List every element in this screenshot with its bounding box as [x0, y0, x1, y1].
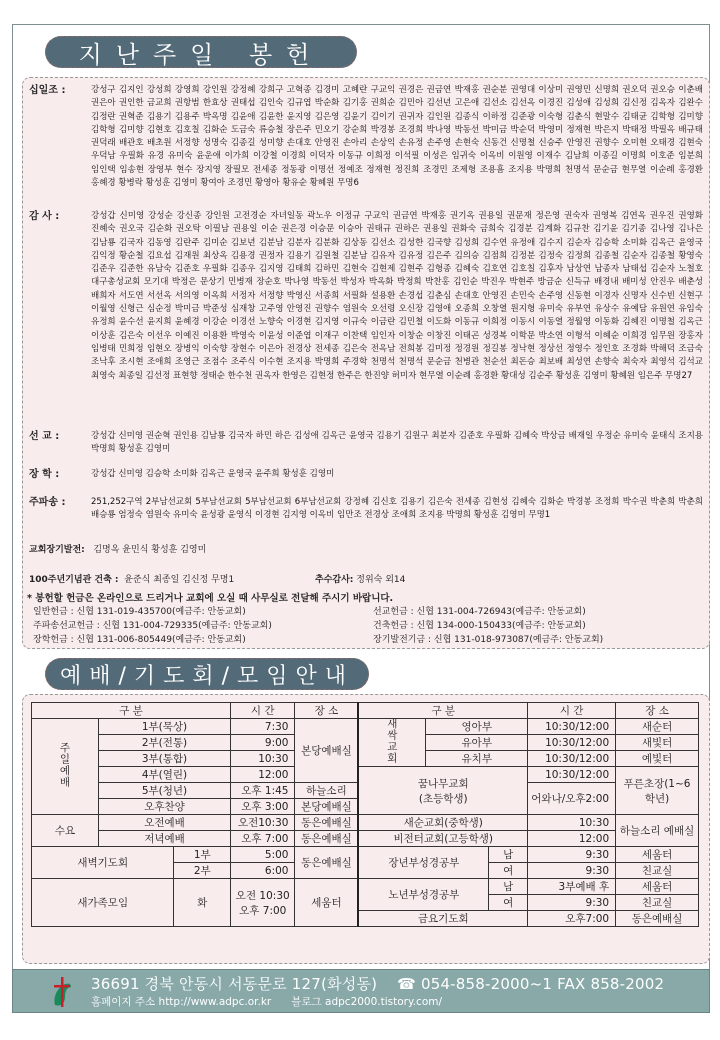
- offering-notice: * 봉헌할 헌금은 온라인으로 드리거나 교회에 오실 때 사무실로 전달해 주시기 바랍니다.: [27, 593, 394, 604]
- homepage-link[interactable]: 홈페이지 주소 http://www.adpc.or.kr: [91, 996, 272, 1008]
- header-time: 시 간: [231, 703, 295, 719]
- sunday-group-label: 주일예배: [58, 742, 71, 788]
- dept-place: 예빛터: [616, 751, 699, 767]
- schedule-table: [31, 702, 699, 927]
- service-time: 오후 3:00: [231, 799, 295, 815]
- service-name: 오전예배: [99, 815, 231, 831]
- senior-study-name: 노년부성경공부: [358, 879, 488, 911]
- dawn-prayer-name: 새벽기도회: [32, 847, 174, 879]
- table-header-row: [32, 703, 699, 719]
- service-time: 오후 7:00: [231, 831, 295, 847]
- newfamily-time2: 오후 7:00: [239, 904, 287, 917]
- service-name: 5부(청년): [99, 783, 231, 799]
- dept-place: 새빛터: [616, 735, 699, 751]
- entry-label: 주파송 :: [29, 497, 66, 508]
- service-name: 저녁예배: [99, 831, 231, 847]
- study-place: 친교실: [616, 895, 699, 911]
- service-name: 1부(묵상): [99, 719, 231, 735]
- dawn-part: 2부: [174, 863, 231, 879]
- service-name: 3부(통합): [99, 751, 231, 767]
- dept-time: 10:30/12:00: [528, 735, 616, 751]
- study-time: 9:30: [528, 895, 616, 911]
- high-school-name: 비전터교회(고등학생): [358, 831, 527, 847]
- high-school-time: 12:00: [528, 831, 616, 847]
- offering-panel: [22, 77, 710, 649]
- footer: [12, 969, 710, 1013]
- account-dispatch: 주파송선교헌금 : 신협 131-004-729335(예금주: 안동교회): [33, 621, 272, 631]
- service-time: 오전10:30: [231, 815, 295, 831]
- building-row: [29, 572, 234, 585]
- building-names: 윤준식 최종일 김신정 무명1: [124, 575, 235, 585]
- service-time: 9:00: [231, 735, 295, 751]
- schedule-panel: [22, 694, 710, 964]
- phone-icon: ☎: [397, 975, 416, 993]
- dawn-time: 6:00: [231, 863, 295, 879]
- newfamily-place: 세움터: [295, 879, 358, 927]
- phone: 054-858-2000~1 FAX 858-2002: [420, 975, 665, 993]
- entry-names: 강성갑 신미영 강성순 강신종 강인원 고전경순 자녀일동 곽노우 이정규 구교익 권금연 박재홍 권기옥 권용일 권문재 정은영 권숙자 권영복 김연옥 권우진 권영화 진혜숙 권오국 김순화 권오탁 이필남 권용일 이순 권은경 이승문 이승아 권태규 권하은 권용일 권화숙 금희숙 김경분 김계화 김규찬 김기윤 김기종 김나영 김나은 김남룡 김국자 김동영 김란주 김미순 김보년 김분남 김분자 김분화 김상동 김선소 김성한 김국향 김성희 김수연 유정애 김수지 김순자 김승학 소미화 김옥근 윤영국 김익정 황순철 김요섭 김재원 최상옥 김용경 권정자 김용기 김원철 김분남 김유자 김유정 김은주 김의승 김점희 김정분 김정숙 김정희 김종철 김순자 김종철 황영숙 김준우 김준한 유남숙 김준호 우필화 김종우 김지영 김태희 김하민 김현숙 김현제 김현주 김형종 김혜숙 김호연 김호칠 김후자 남상연 남종자 남태섭 김순자 노철호 대구총성교회 모기대 박정은 문상기 민병재 장순호 박나영 박동선 박성자 박옥화 박정희 박찬홍 김인순 박진우 박현주 방금순 신득규 배경내 배미성 안진우 배춘성 배희자 서도연 서선옥 서의영 이옥희 서정자 서정향 박영신 서종희 서필화 설용환 손경섭 김춘심 손대호 안영진 손민숙 손주영 신동현 이경자 신명자 신수빈 신현구 이월영 신형근 심순정 박미금 박준성 심재창 고주영 안영진 권향수 염원숙 오선령 오신장 김영애 오종희 오창열 원지형 유미숙 유부연 유상수 유예담 유원연 유임숙 유정희 윤수선 윤지희 윤혜경 이강순 이경선 노향숙 이경현 김지영 이규숙 이금란 김민철 이도화 이동규 이희정 이동시 이동열 정월영 이동화 김혜진 이명철 김옥근 이상훈 김은숙 이선우 이예진 이용환 박영숙 이윤성 이준엽 이재구 이찬택 임인자 이창순 이창진 이태곤 성경복 이학문 박소연 이형석 이혜순 이희경 임무원 장홍자 임병태 민희정 임현오 장병익 이숙향 장현수 이은아 전경상 전세종 김은숙 전옥남 전희봉 김미정 정경원 정길봉 정낙현 정상선 정영수 정인호 조경화 박해덕 조금숙 조낙후 조시현 조애희 조영근 조점수 조주식 이수현 조지용 박명희 주경학 천명석 천명석 문순금 천병관 천순선 최돈승 최보배 최성연 손향숙 최숙자 최영석 김석교 최영숙 최종일 김선정 표현향 정태순 한수천 권옥자 한영은 김현정 한주은 한진양 허미자 현무열 이순례 홍경환 황대성 김순주 황성훈 김영미 황혜원 임은주 무명27: [91, 211, 703, 381]
- service-place: 본당예배실: [295, 719, 358, 783]
- entry-names: 강성갑 신미영 권순혁 권인용 김남룡 김국자 하민 하은 김성애 김옥근 윤영국 김용기 김원구 최분자 김준호 우필화 김혜숙 박상금 배재일 우정순 유미숙 윤태식 조지용 박명희 황성훈 김영미: [91, 431, 703, 455]
- newfamily-time: [231, 879, 295, 927]
- table-row: [32, 847, 699, 863]
- service-name: 오후찬양: [99, 799, 231, 815]
- harvest-row: [315, 572, 405, 585]
- service-name: 4부(열린): [99, 767, 231, 783]
- study-place: 친교실: [616, 863, 699, 879]
- dreamtree-name: [358, 767, 527, 815]
- study-place: 세움터: [616, 847, 699, 863]
- friday-prayer-place: 동은예배실: [616, 911, 699, 927]
- service-time: 오후 1:45: [231, 783, 295, 799]
- long-term-row: [29, 542, 206, 555]
- dreamtree-place: 푸른초장(1~6학년): [616, 767, 699, 815]
- entry-label: 십일조 :: [29, 85, 66, 96]
- dept-time: 10:30/12:00: [528, 751, 616, 767]
- footer-line-2: [91, 994, 442, 1009]
- entry-names: 강성구 김지인 강성희 강영희 강인원 강정혜 강희구 고혁종 김경미 고혜란 구교익 권경은 권금연 박재홍 권순분 권영대 이상미 권영민 신명희 권오덕 권오승 이춘배 권은아 권인한 금교희 권항범 한효상 권태섭 김인숙 김규엽 박순화 김기홍 권희순 김민아 김선년 고은애 김선소 김선옥 이경진 김성애 김성희 김신정 김옥자 김완수 김정란 권혁준 김용기 김용주 박옥명 김윤애 김윤한 윤지영 김은영 김윤기 김이기 권귀자 김인원 김종식 이하정 김준광 이숙형 김춘식 현말수 김태균 김학형 김미향 김학형 김미향 김현호 김호칠 김화순 도금숙 류승철 장은주 민오기 강순희 박경봉 조경희 박나영 박동선 박미금 박순덕 박영미 정재현 박은지 박태정 박필옥 배규태 권덕래 배관호 배초원 서정향 성명숙 김종길 성미향 손대호 안영진 손아리 손상익 손유정 손주영 손현숙 신동건 신명철 신승주 안영진 권향수 오미현 오태경 김현숙 우덕남 우필화 유경 유미숙 윤운애 이가희 이강철 이경희 이덕자 이동규 이희정 이석필 이성은 임귀숙 이옥비 이원영 이재수 김남희 이종길 이명희 이호준 임분희 임인택 임송현 장영부 현수 장지영 장필모 전세종 정동광 이명선 정예조 정재현 정진희 조경민 조제형 조용흠 조지용 박명희 천명석 문순금 현무열 이순례 홍경환 홍혜경 황병락 황성훈 김영미 황여아 조경민 황영아 황유순 황혜원 무명6: [91, 85, 703, 189]
- harvest-names: 정위숙 외14: [356, 575, 406, 585]
- table-row: [32, 879, 699, 895]
- study-gender: 여: [489, 895, 528, 911]
- youth-place: 하늘소리 예배실: [616, 815, 699, 847]
- offering-entry-thanks: [29, 210, 703, 410]
- adult-study-name: 장년부성경공부: [358, 847, 488, 879]
- account-building: 건축헌금 : 신협 134-000-150433(예금주: 안동교회): [373, 621, 586, 631]
- service-place: 본당예배실: [295, 799, 358, 815]
- entry-names: 251,252구역 2부남선교회 5부남선교회 5부남선교회 6부남선교회 강정혜 김신호 김용기 김은숙 전세종 김현성 김혜숙 김화순 박경봉 조정희 박수권 박춘희 박춘희 배승룡 엄정숙 염원숙 유미숙 윤성광 윤영식 이경현 김지영 이옥비 임만조 전경상 조애희 조지용 박명희 황성훈 김영미 무명1: [91, 497, 703, 521]
- service-place: 하늘소리: [295, 783, 358, 799]
- middle-school-time: 10:30: [528, 815, 616, 831]
- study-gender: 여: [489, 863, 528, 879]
- account-scholarship: 장학헌금 : 신협 131-006-805449(예금주: 안동교회): [33, 635, 246, 645]
- service-name: 2부(전통): [99, 735, 231, 751]
- dawn-time: 5:00: [231, 847, 295, 863]
- dept-name: 유아부: [426, 735, 528, 751]
- study-time: 9:30: [528, 847, 616, 863]
- study-place: 세움터: [616, 879, 699, 895]
- service-time: 12:00: [231, 767, 295, 783]
- middle-school-name: 새순교회(중학생): [358, 815, 527, 831]
- dept-name: 영아부: [426, 719, 528, 735]
- entry-names: 강성갑 신미영 김승학 소미화 김옥근 윤영국 윤주희 황성훈 김영미: [91, 469, 335, 479]
- newfamily-time1: 오전 10:30: [235, 889, 290, 902]
- service-time: 10:30: [231, 751, 295, 767]
- dept-place: 새순터: [616, 719, 699, 735]
- service-place: 동은예배실: [295, 815, 358, 831]
- account-long-term: 장기발전기금 : 신협 131-018-973087(예금주: 안동교회): [373, 635, 604, 645]
- long-term-label: 교회장기발전:: [29, 545, 85, 555]
- service-place: 동은예배실: [295, 831, 358, 847]
- entry-label: 장 학 :: [29, 469, 60, 480]
- dreamtree-time1: 10:30/12:00: [528, 767, 616, 783]
- study-gender: 남: [489, 847, 528, 863]
- long-term-names: 김명옥 윤민식 황성훈 김영미: [93, 545, 207, 555]
- dawn-place: 동은예배실: [295, 847, 358, 879]
- schedule-section-title: 예배/기도회/모임안내: [45, 658, 369, 690]
- dawn-part: 1부: [174, 847, 231, 863]
- blog-link[interactable]: 블로그 adpc2000.tistory.com/: [291, 996, 443, 1008]
- header-category: 구 분: [32, 703, 231, 719]
- footer-line-1: [91, 973, 664, 994]
- entry-label: 감 사 :: [29, 211, 60, 222]
- header-category-right: 구 분: [358, 703, 527, 719]
- entry-label: 선 교 :: [29, 431, 60, 442]
- harvest-label: 추수감사:: [315, 575, 354, 585]
- newfamily-day: 화: [174, 879, 231, 927]
- dept-time: 10:30/12:00: [528, 719, 616, 735]
- building-label: 100주년기념관 건축 :: [29, 575, 119, 585]
- study-gender: 남: [489, 879, 528, 895]
- table-row: [32, 767, 699, 783]
- friday-prayer-name: 금요기도회: [358, 911, 527, 927]
- header-time-right: 시 간: [528, 703, 616, 719]
- friday-prayer-time: 오후7:00: [528, 911, 616, 927]
- table-row: [32, 719, 699, 735]
- dept-name: 유치부: [426, 751, 528, 767]
- address: 36691 경북 안동시 서동문로 127(화성동): [91, 975, 378, 993]
- wed-group-label: 수요: [32, 815, 99, 847]
- church-cross-logo-icon: [51, 975, 73, 1009]
- header-place-right: 장 소: [616, 703, 699, 719]
- newfamily-name: 새가족모임: [32, 879, 174, 927]
- table-row: [32, 815, 699, 831]
- dreamtree-label: 꿈나무교회: [417, 777, 469, 790]
- study-time: 3부예배 후: [528, 879, 616, 895]
- account-mission: 선교헌금 : 신협 131-004-726943(예금주: 안동교회): [373, 607, 586, 617]
- header-place: 장 소: [295, 703, 358, 719]
- service-time: 7:30: [231, 719, 295, 735]
- study-time: 9:30: [528, 863, 616, 879]
- sprout-group-label: 새싹교회: [385, 718, 398, 764]
- account-general: 일반헌금 : 신협 131-019-435700(예금주: 안동교회): [33, 607, 246, 617]
- table-row: [32, 831, 699, 847]
- offering-entry-tithe: [29, 84, 703, 204]
- offering-section-title: 지난주일 봉헌: [45, 36, 357, 68]
- dreamtree-sub: (초등학생): [418, 792, 468, 805]
- dreamtree-time2: 어와나/오후2:00: [528, 783, 616, 815]
